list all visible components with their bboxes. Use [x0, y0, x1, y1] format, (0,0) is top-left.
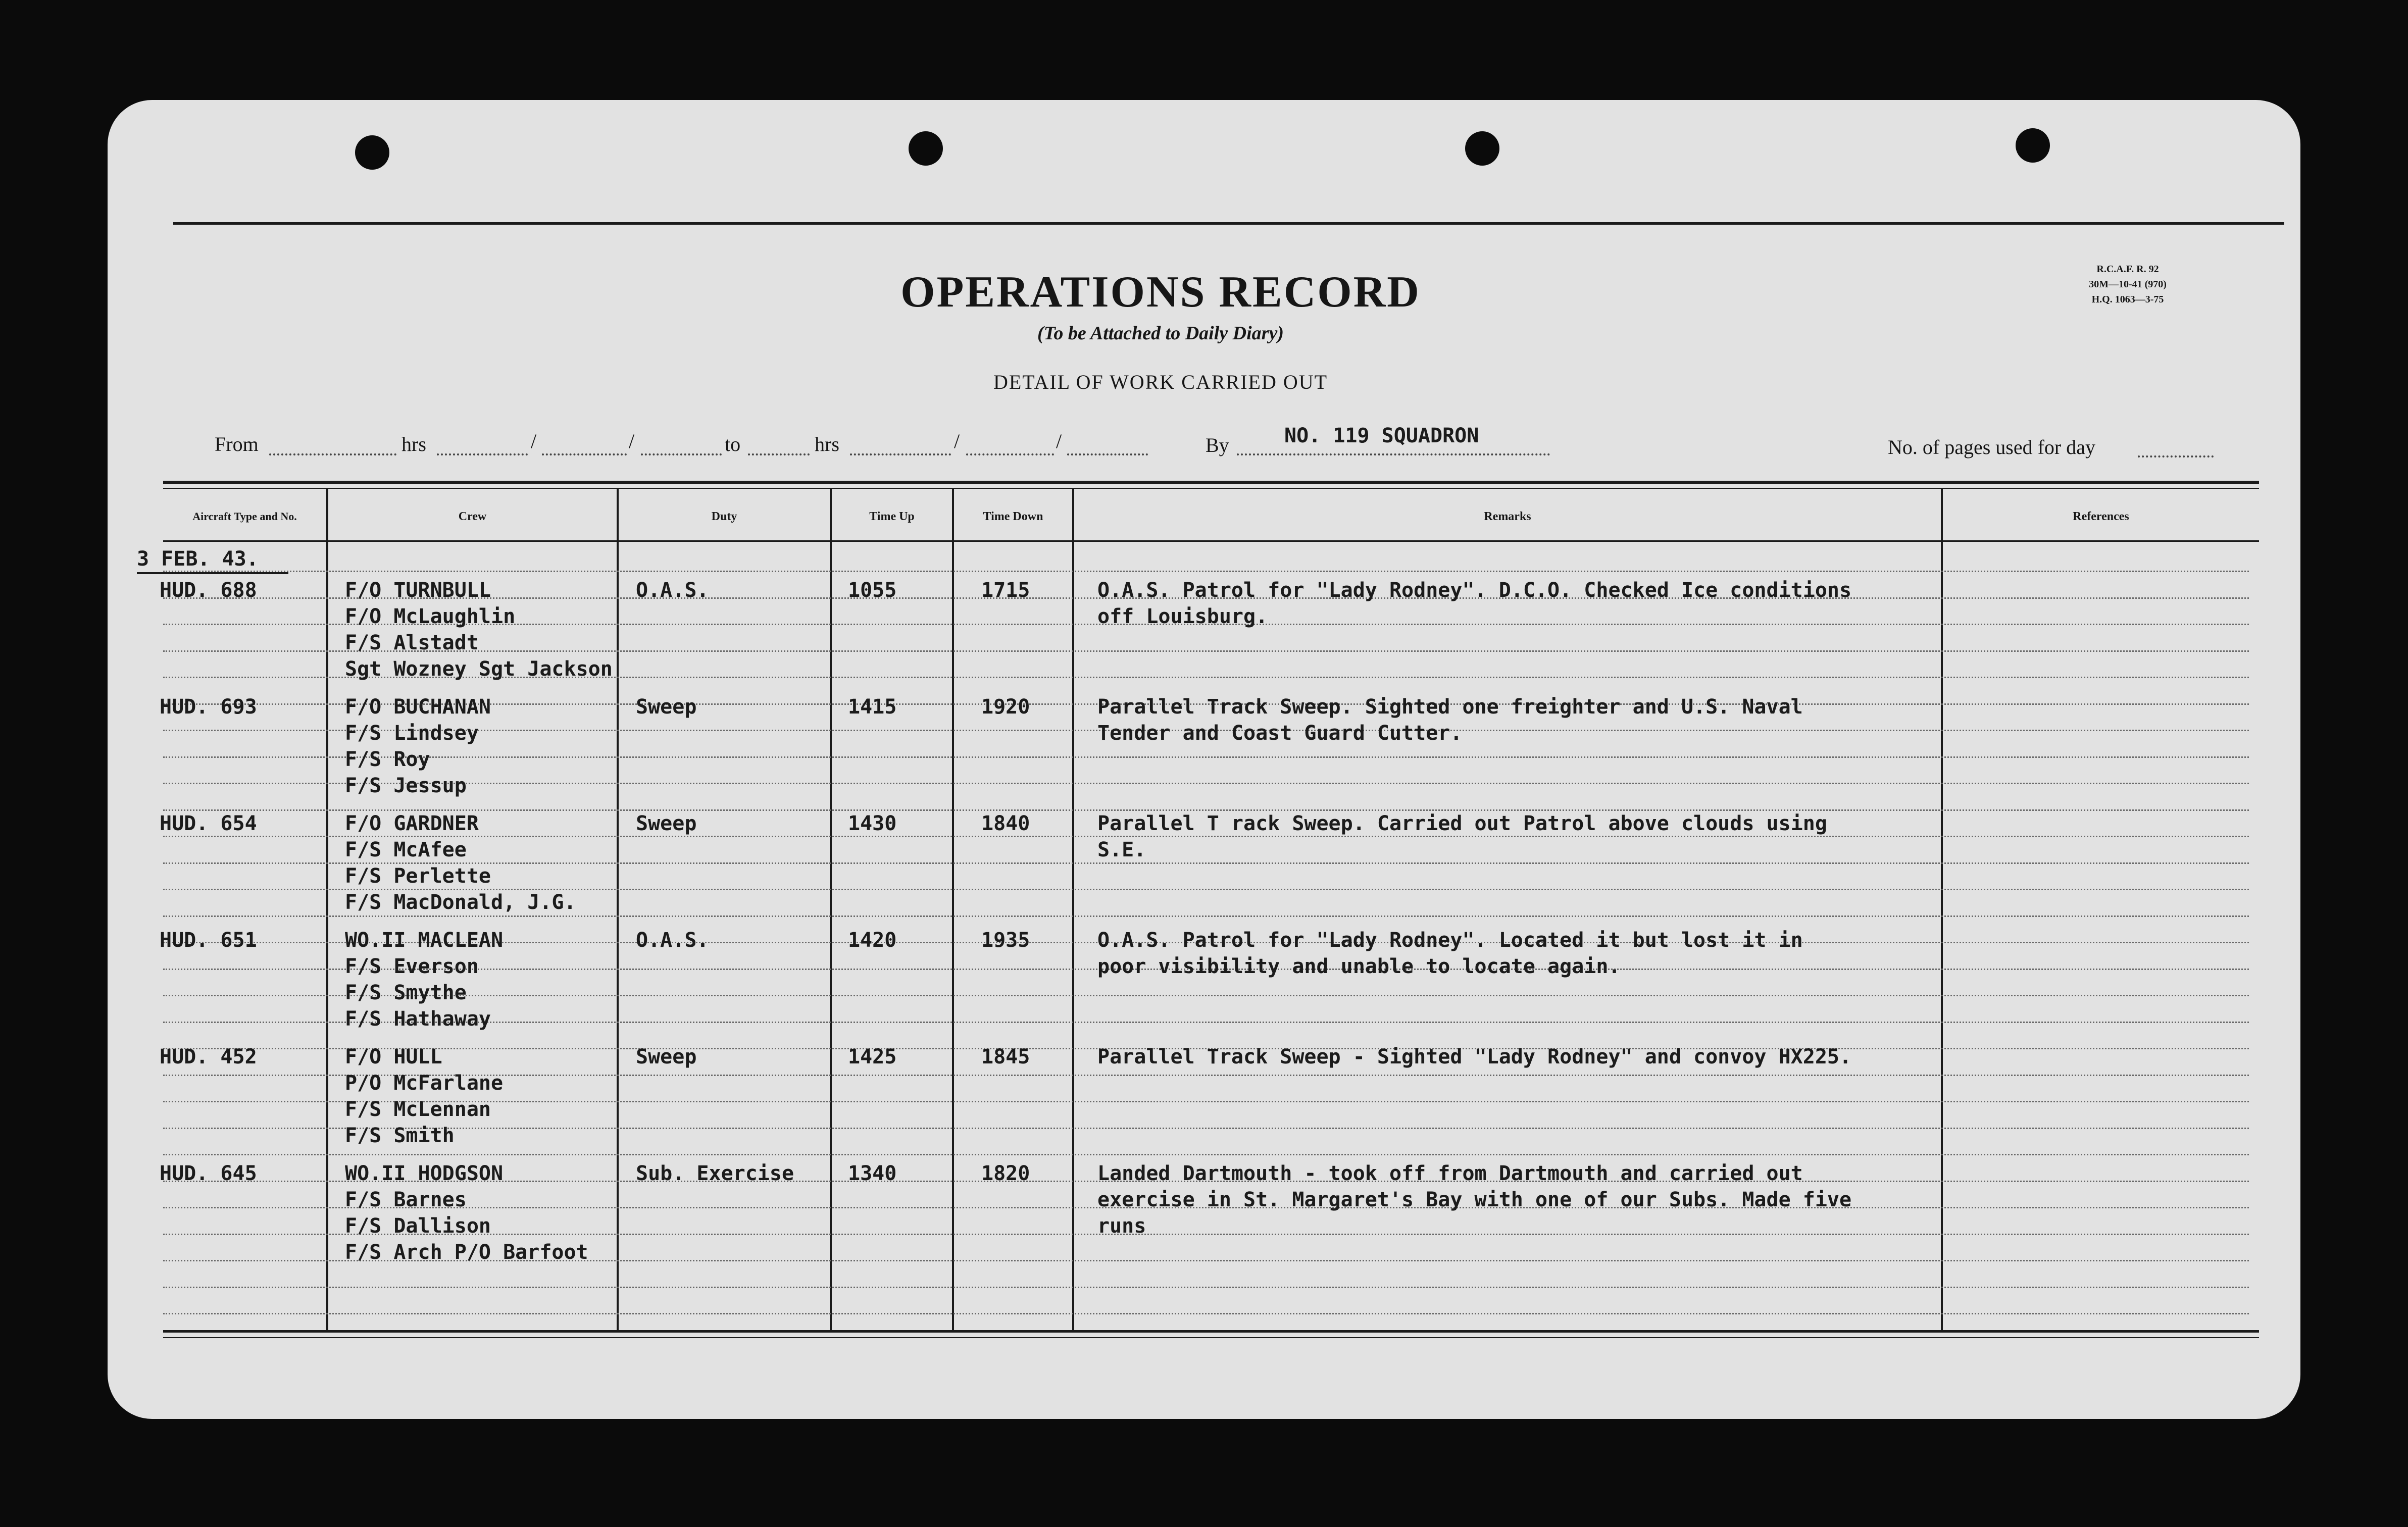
- crew-member: F/S Perlette: [345, 864, 491, 888]
- ruled-line: [163, 783, 2249, 784]
- ruled-line: [163, 809, 2249, 811]
- crew-member: F/O McLaughlin: [345, 605, 516, 628]
- remarks-line: S.E.: [1097, 838, 1146, 861]
- ruled-line: [163, 889, 2249, 890]
- time-up: 1430: [848, 812, 897, 835]
- punch-hole: [355, 135, 389, 170]
- ruled-line: [163, 915, 2249, 917]
- column-divider: [617, 489, 619, 1331]
- by-label: By: [1206, 434, 1229, 456]
- crew-member: F/S Alstadt: [345, 631, 479, 654]
- crew-member: F/S McLennan: [345, 1098, 491, 1121]
- crew-member: P/O McFarlane: [345, 1072, 504, 1095]
- crew-member: F/O BUCHANAN: [345, 695, 491, 719]
- time-down: 1920: [981, 695, 1030, 719]
- ruled-line: [163, 756, 2249, 758]
- operations-record-form: [108, 100, 2300, 1419]
- fill: [437, 453, 528, 455]
- punch-hole: [1465, 131, 1499, 166]
- fill: [748, 453, 810, 455]
- pages-fill: [2138, 455, 2214, 457]
- fill: [641, 453, 722, 455]
- date-underline: [137, 572, 288, 574]
- page-subtitle: (To be Attached to Daily Diary): [1037, 323, 1284, 344]
- time-down: 1935: [981, 929, 1030, 952]
- crew-member: WO.II MACLEAN: [345, 929, 504, 952]
- header-rule: [163, 540, 2259, 542]
- time-up: 1415: [848, 695, 897, 719]
- hrs-label: hrs: [815, 433, 839, 455]
- crew-member: F/S Smith: [345, 1124, 455, 1147]
- fill: [542, 453, 627, 455]
- fill: [850, 453, 951, 455]
- crew-member: Sgt Wozney Sgt Jackson: [345, 657, 613, 681]
- remarks-line: Parallel Track Sweep - Sighted "Lady Rodney" and convoy HX225.: [1097, 1045, 1852, 1068]
- time-down: 1845: [981, 1045, 1030, 1068]
- ruled-line: [163, 1128, 2249, 1129]
- slash: /: [629, 430, 635, 452]
- crew-member: F/S Roy: [345, 748, 430, 771]
- ruled-line: [163, 995, 2249, 996]
- remarks-line: off Louisburg.: [1097, 605, 1268, 628]
- fill: [966, 453, 1054, 455]
- remarks-line: O.A.S. Patrol for "Lady Rodney". Located it but lost it in: [1097, 929, 1803, 952]
- column-divider: [952, 489, 954, 1331]
- remarks-line: Parallel T rack Sweep. Carried out Patrol above clouds using: [1097, 812, 1827, 835]
- page-title: OPERATIONS RECORD: [900, 268, 1421, 317]
- slash: /: [1056, 430, 1062, 452]
- remarks-line: Parallel Track Sweep. Sighted one freighter and U.S. Naval: [1097, 695, 1803, 719]
- ruled-line: [163, 862, 2249, 864]
- aircraft-number: HUD. 651: [160, 929, 257, 952]
- ruled-line: [163, 836, 2249, 837]
- column-divider: [830, 489, 832, 1331]
- time-down: 1715: [981, 579, 1030, 602]
- crew-member: F/O GARDNER: [345, 812, 479, 835]
- aircraft-number: HUD. 654: [160, 812, 257, 835]
- aircraft-number: HUD. 452: [160, 1045, 257, 1068]
- table-top-rule: [163, 481, 2259, 484]
- crew-member: F/O TURNBULL: [345, 579, 491, 602]
- remarks-line: O.A.S. Patrol for "Lady Rodney". D.C.O. Checked Ice conditions: [1097, 579, 1852, 602]
- time-up: 1425: [848, 1045, 897, 1068]
- time-down: 1820: [981, 1162, 1030, 1185]
- crew-member: F/S Dallison: [345, 1214, 491, 1238]
- crew-member: F/S Jessup: [345, 774, 467, 797]
- table-bottom-rule: [163, 1330, 2259, 1333]
- column-divider: [1941, 489, 1943, 1331]
- pages-label: No. of pages used for day: [1888, 436, 2095, 459]
- aircraft-number: HUD. 688: [160, 579, 257, 602]
- remarks-line: exercise in St. Margaret's Bay with one of our Subs. Made five: [1097, 1188, 1852, 1211]
- crew-member: F/S MacDonald, J.G.: [345, 891, 576, 914]
- header-time-down: Time Down: [983, 510, 1043, 523]
- squadron-value: NO. 119 SQUADRON: [1284, 424, 1479, 447]
- column-divider: [1072, 489, 1074, 1331]
- to-label: to: [725, 433, 741, 455]
- column-divider: [326, 489, 328, 1331]
- slash: /: [954, 430, 960, 452]
- crew-member: F/S Barnes: [345, 1188, 467, 1211]
- duty: Sweep: [636, 1045, 697, 1068]
- duty: Sweep: [636, 695, 697, 719]
- time-up: 1420: [848, 929, 897, 952]
- punch-hole: [2016, 128, 2050, 163]
- header-remarks: Remarks: [1484, 510, 1531, 523]
- remarks-line: poor visibility and unable to locate again.: [1097, 955, 1621, 978]
- table-bottom-rule-thin: [163, 1337, 2259, 1338]
- header-references: References: [2073, 510, 2129, 523]
- header-aircraft: Aircraft Type and No.: [192, 510, 297, 523]
- crew-member: F/S Smythe: [345, 981, 467, 1004]
- entry-date: 3 FEB. 43.: [137, 547, 259, 571]
- duty: O.A.S.: [636, 579, 709, 602]
- header-time-up: Time Up: [869, 510, 915, 523]
- punch-hole: [909, 131, 943, 166]
- top-rule: [173, 222, 2284, 225]
- form-code-line: R.C.A.F. R. 92: [2096, 264, 2159, 275]
- from-fill: [269, 453, 396, 455]
- duty: O.A.S.: [636, 929, 709, 952]
- slash: /: [531, 430, 537, 452]
- remarks-line: Tender and Coast Guard Cutter.: [1097, 722, 1463, 745]
- ruled-line: [163, 1313, 2249, 1314]
- form-code-line: 30M—10-41 (970): [2089, 279, 2167, 290]
- crew-member: F/S Everson: [345, 955, 479, 978]
- header-duty: Duty: [711, 510, 737, 523]
- aircraft-number: HUD. 693: [160, 695, 257, 719]
- header-crew: Crew: [458, 510, 487, 523]
- crew-member: F/O HULL: [345, 1045, 442, 1068]
- crew-member: F/S Arch P/O Barfoot: [345, 1241, 588, 1264]
- form-code-line: H.Q. 1063—3-75: [2091, 294, 2164, 305]
- duty: Sub. Exercise: [636, 1162, 794, 1185]
- aircraft-number: HUD. 645: [160, 1162, 257, 1185]
- remarks-line: Landed Dartmouth - took off from Dartmouth and carried out: [1097, 1162, 1803, 1185]
- by-fill: [1237, 453, 1550, 455]
- crew-member: F/S Hathaway: [345, 1007, 491, 1031]
- hrs-label: hrs: [402, 433, 426, 455]
- crew-member: F/S McAfee: [345, 838, 467, 861]
- duty: Sweep: [636, 812, 697, 835]
- from-label: From: [215, 433, 259, 455]
- time-up: 1340: [848, 1162, 897, 1185]
- ruled-line: [163, 1154, 2249, 1155]
- form-code: [2052, 262, 2203, 307]
- crew-member: WO.II HODGSON: [345, 1162, 504, 1185]
- remarks-line: runs: [1097, 1214, 1146, 1238]
- crew-member: F/S Lindsey: [345, 722, 479, 745]
- table-top-rule-thin: [163, 488, 2259, 489]
- fill: [1067, 453, 1148, 455]
- time-up: 1055: [848, 579, 897, 602]
- ruled-line: [163, 1287, 2249, 1288]
- ruled-line: [163, 571, 2249, 572]
- time-down: 1840: [981, 812, 1030, 835]
- detail-heading: DETAIL OF WORK CARRIED OUT: [993, 371, 1328, 393]
